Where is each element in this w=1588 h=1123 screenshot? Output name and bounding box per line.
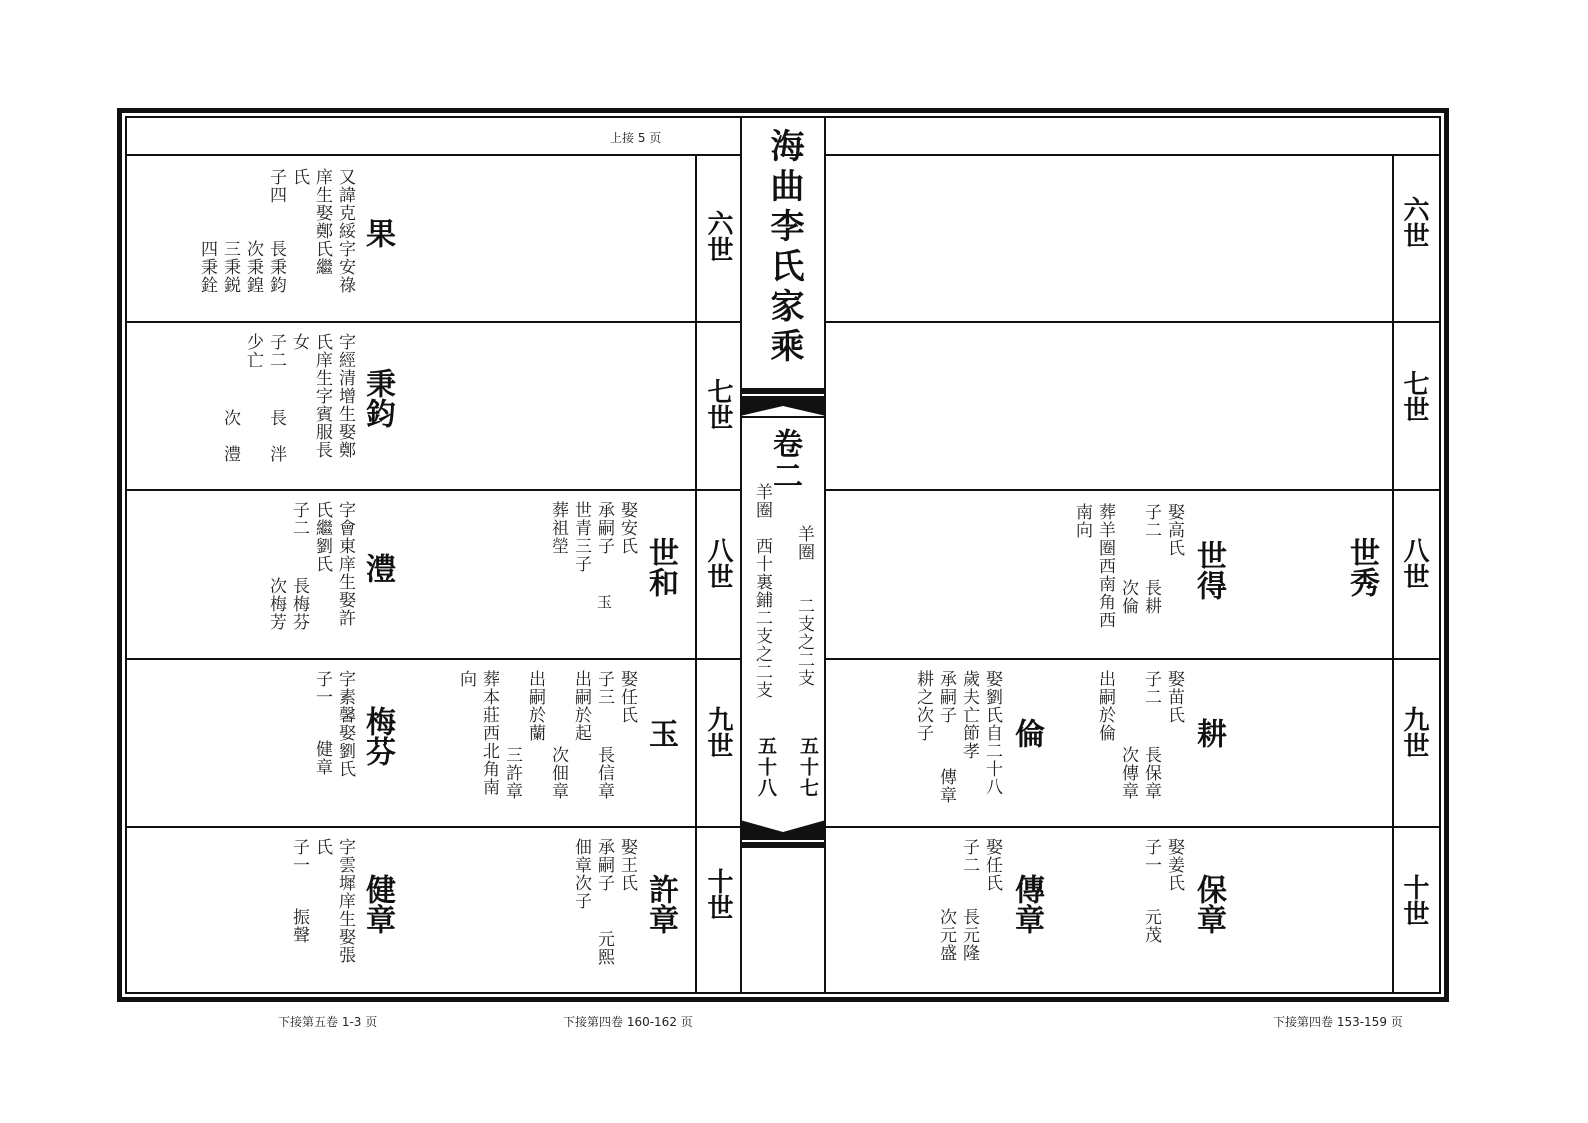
entry-text: 長耕 — [1141, 579, 1161, 615]
entry-text: 振聲 — [289, 908, 309, 944]
volume-label: 卷二 — [767, 428, 802, 492]
person-name: 傳章 — [1009, 874, 1044, 934]
entry-text: 承嗣子 — [594, 838, 614, 892]
person-name: 許章 — [643, 874, 678, 934]
divider — [826, 489, 1439, 491]
spine-left-border — [740, 118, 742, 994]
entry-text: 次佃章 — [548, 746, 568, 800]
entry-text: 玉 — [595, 594, 613, 610]
bottom-note: 下接第五卷 1-3 页 — [278, 1015, 378, 1029]
entry-text: 氏庠生字賓服長 — [312, 333, 332, 459]
divider — [127, 658, 741, 660]
entry-text: 娶高氏 — [1164, 503, 1184, 557]
entry-text: 子二 — [289, 501, 309, 537]
entry-text: 次 澧 — [220, 409, 240, 463]
entry-text: 子一 — [1141, 838, 1161, 874]
person-name: 耕 — [1191, 718, 1226, 748]
entry-text: 長秉鈞 — [266, 240, 286, 294]
entry-text: 葬本莊西北角南 — [479, 670, 499, 796]
divider — [826, 826, 1439, 828]
divider — [127, 321, 741, 323]
entry-text: 長梅芬 — [289, 577, 309, 631]
entry-text: 耕之次子 — [913, 670, 933, 742]
entry-text: 向 — [456, 670, 476, 688]
entry-text: 歲夫亡節孝 — [959, 670, 979, 760]
divider — [127, 489, 741, 491]
entry-text: 娶苗氏 — [1164, 670, 1184, 724]
entry-text: 三秉鋭 — [220, 240, 240, 294]
generation-label: 九世 — [703, 706, 733, 758]
entry-text: 傳章 — [936, 768, 956, 804]
bottom-note: 下接第四卷 160-162 页 — [563, 1015, 693, 1029]
entry-text: 子一 — [312, 670, 332, 706]
person-name: 果 — [360, 218, 395, 248]
divider — [826, 154, 1439, 156]
divider — [695, 154, 697, 994]
entry-text: 出嗣於蘭 — [525, 670, 545, 742]
entry-text: 次元盛 — [936, 908, 956, 962]
spine-right-border — [824, 118, 826, 994]
generation-label: 八世 — [1399, 537, 1429, 589]
entry-text: 子四 — [266, 168, 286, 204]
entry-text: 氏 — [289, 168, 309, 186]
generation-label: 八世 — [703, 537, 733, 589]
entry-text: 氏 — [312, 838, 332, 856]
person-name: 世和 — [643, 537, 678, 597]
generation-label: 十世 — [1399, 874, 1429, 926]
entry-text: 三許章 — [502, 746, 522, 800]
entry-text: 葬祖塋 — [548, 501, 568, 555]
person-name: 梅芬 — [360, 706, 395, 766]
entry-text: 又諱克綏字安祿 — [335, 168, 355, 294]
entry-text: 元熙 — [594, 930, 614, 966]
entry-text: 子三 — [594, 670, 614, 706]
entry-text: 娶王氏 — [617, 838, 637, 892]
entry-text: 健章 — [312, 740, 332, 776]
person-name: 澧 — [360, 553, 395, 583]
entry-text: 庠生娶鄭氏繼 — [312, 168, 332, 276]
generation-label: 七世 — [1399, 370, 1429, 422]
entry-text: 長信章 — [594, 746, 614, 800]
entry-text: 四秉銓 — [197, 240, 217, 294]
spine-branch-left: 羊圈 西十裏鋪二支之二支 — [752, 483, 772, 699]
person-name: 秉鈞 — [360, 368, 395, 428]
divider — [127, 154, 741, 156]
entry-text: 氏繼劉氏 — [312, 501, 332, 573]
entry-text: 次梅芳 — [266, 577, 286, 631]
entry-text: 出嗣於倫 — [1095, 670, 1115, 742]
book-title: 海曲李氏家乘 — [764, 128, 804, 368]
page-number-left: 五十八 — [755, 736, 777, 799]
entry-text: 長 泮 — [266, 409, 286, 463]
entry-text: 娶姜氏 — [1164, 838, 1184, 892]
person-name: 健章 — [360, 874, 395, 934]
entry-text: 少亡 — [243, 333, 263, 369]
entry-text: 出嗣於起 — [571, 670, 591, 742]
entry-text: 女 — [289, 333, 309, 351]
entry-text: 娶任氏 — [617, 670, 637, 724]
spine-branch-right: 羊圈 二支之二支 — [794, 525, 814, 687]
spine-chevron-bottom — [740, 818, 826, 850]
entry-text: 字素馨娶劉氏 — [335, 670, 355, 778]
page-number-right: 五十七 — [797, 736, 819, 799]
entry-text: 娶任氏 — [982, 838, 1002, 892]
bottom-note: 下接第四卷 153-159 页 — [1273, 1015, 1403, 1029]
entry-text: 長保章 — [1141, 746, 1161, 800]
top-note: 上接 5 页 — [610, 131, 662, 145]
generation-label: 九世 — [1399, 706, 1429, 758]
entry-text: 子二 — [266, 333, 286, 369]
person-name: 世秀 — [1344, 537, 1379, 597]
entry-text: 字雲墀庠生娶張 — [335, 838, 355, 964]
entry-text: 子二 — [1141, 670, 1161, 706]
entry-text: 承嗣子 — [594, 501, 614, 555]
entry-text: 次秉鍠 — [243, 240, 263, 294]
entry-text: 葬羊圈西南角西 — [1095, 503, 1115, 629]
entry-text: 元茂 — [1141, 908, 1161, 944]
entry-text: 次倫 — [1118, 579, 1138, 615]
spine-chevron-top — [740, 388, 826, 418]
person-name: 倫 — [1009, 718, 1044, 748]
entry-text: 次傳章 — [1118, 746, 1138, 800]
entry-text: 世青三子 — [571, 501, 591, 573]
generation-label: 六世 — [703, 210, 733, 262]
generation-label: 六世 — [1399, 196, 1429, 248]
entry-text: 字會東庠生娶許 — [335, 501, 355, 627]
generation-label: 十世 — [703, 868, 733, 920]
person-name: 保章 — [1191, 874, 1226, 934]
entry-text: 字經清增生娶鄭 — [335, 333, 355, 459]
generation-label: 七世 — [703, 378, 733, 430]
divider — [127, 826, 741, 828]
entry-text: 子一 — [289, 838, 309, 874]
entry-text: 佃章次子 — [571, 838, 591, 910]
person-name: 世得 — [1191, 540, 1226, 600]
divider — [826, 321, 1439, 323]
entry-text: 子二 — [1141, 503, 1161, 539]
entry-text: 長元隆 — [959, 908, 979, 962]
person-name: 玉 — [643, 718, 678, 748]
entry-text: 娶安氏 — [617, 501, 637, 555]
divider — [826, 658, 1439, 660]
entry-text: 承嗣子 — [936, 670, 956, 724]
entry-text: 南向 — [1072, 503, 1092, 539]
entry-text: 子二 — [959, 838, 979, 874]
entry-text: 娶劉氏自二十八 — [982, 670, 1002, 796]
